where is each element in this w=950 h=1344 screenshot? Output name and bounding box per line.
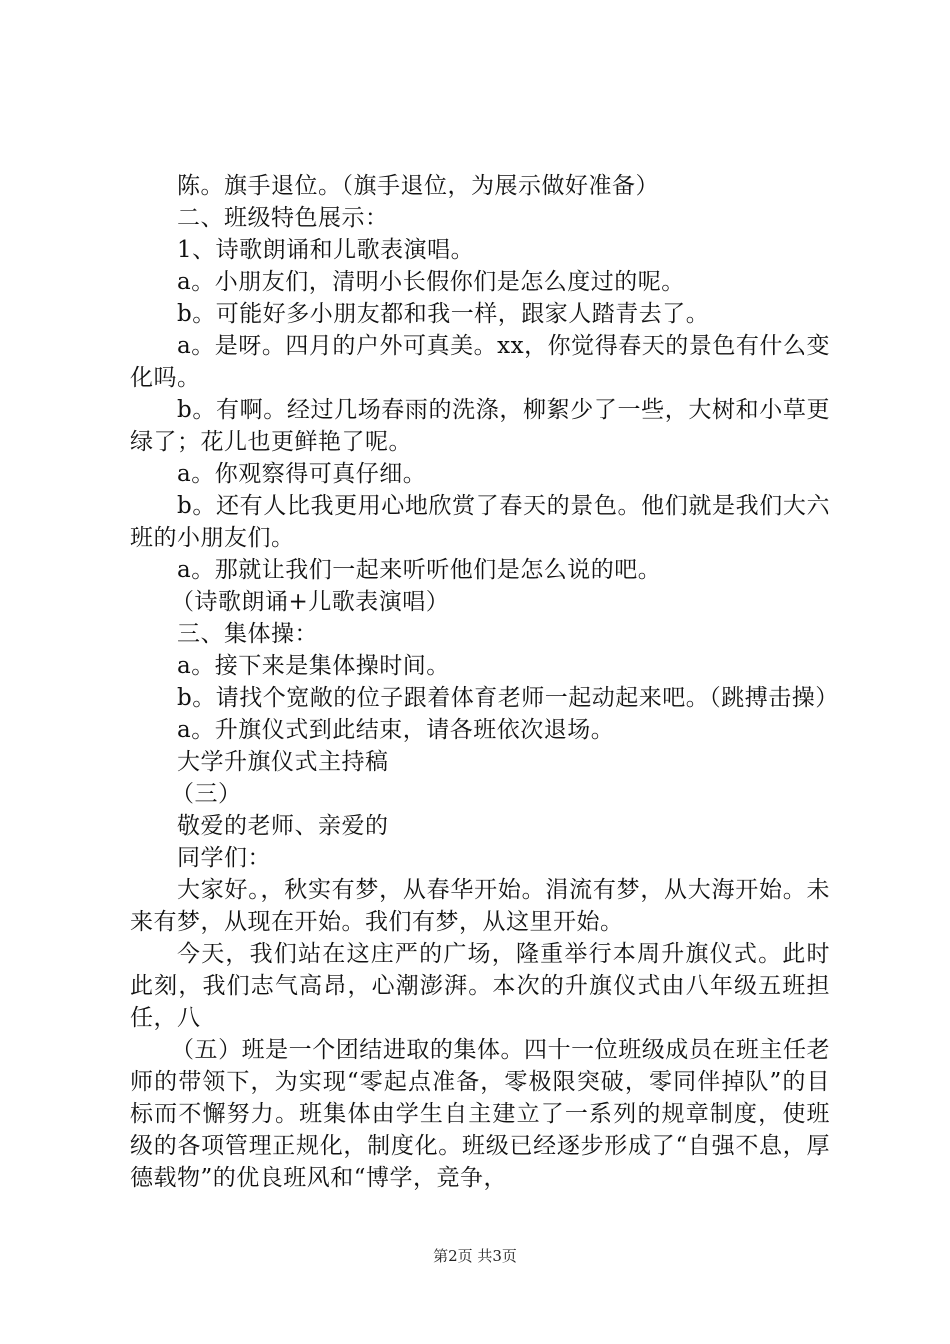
paragraph: 今天，我们站在这庄严的广场，隆重举行本周升旗仪式。此时此刻，我们志气高昂，心潮澎湃。本次的升旗仪式由八年级五班担任，八 (130, 941, 830, 1031)
text-line: 陈。旗手退位。（旗手退位，为展示做好准备） (177, 173, 659, 199)
paragraph: 大家好。，秋实有梦，从春华开始。涓流有梦，从大海开始。未来有梦，从现在开始。我们有梦，从这里开始。 (130, 877, 830, 935)
dialogue-line: a。接下来是集体操时间。 (177, 653, 450, 679)
salutation: 敬爱的老师、亲爱的 (177, 813, 389, 839)
dialogue-line: a。那就让我们一起来听听他们是怎么说的吧。 (177, 557, 662, 583)
part-number: （三） (171, 781, 242, 807)
dialogue-line: a。升旗仪式到此结束，请各班依次退场。 (177, 717, 615, 743)
dialogue-line: b。有啊。经过几场春雨的洗涤，柳絮少了一些，大树和小草更绿了；花儿也更鲜艳了呢。 (130, 397, 830, 455)
subsection-heading: 1、诗歌朗诵和儿歌表演唱。 (177, 237, 475, 263)
dialogue-line: a。你观察得可真仔细。 (177, 461, 427, 487)
section-heading: 三、集体操： (177, 621, 318, 647)
dialogue-line: b。请找个宽敞的位子跟着体育老师一起动起来吧。（跳搏击操） (177, 685, 839, 711)
dialogue-line: b。可能好多小朋友都和我一样，跟家人踏青去了。 (177, 301, 710, 327)
dialogue-line: a。小朋友们，清明小长假你们是怎么度过的呢。 (177, 269, 685, 295)
dialogue-line: b。还有人比我更用心地欣赏了春天的景色。他们就是我们大六班的小朋友们。 (130, 493, 830, 551)
dialogue-line: a。是呀。四月的户外可真美。xx，你觉得春天的景色有什么变化吗。 (130, 333, 830, 391)
document-title: 大学升旗仪式主持稿 (177, 749, 389, 775)
salutation: 同学们： (177, 845, 271, 871)
document-body (130, 170, 839, 1194)
paragraph: （五）班是一个团结进取的集体。四十一位班级成员在班主任老师的带领下，为实现“零起点准备，零极限突破，零同伴掉队”的目标而不懈努力。班集体由学生自主建立了一系列的规章制度，使班级的各项管理正规化，制度化。班级已经逐步形成了“自强不息，厚德载物”的优良班风和“博学，竞争， (130, 1037, 830, 1191)
stage-direction: （诗歌朗诵+儿歌表演唱） (171, 589, 450, 615)
page-footer: 第2页 共3页 (433, 1247, 517, 1265)
section-heading: 二、班级特色展示： (177, 205, 389, 231)
